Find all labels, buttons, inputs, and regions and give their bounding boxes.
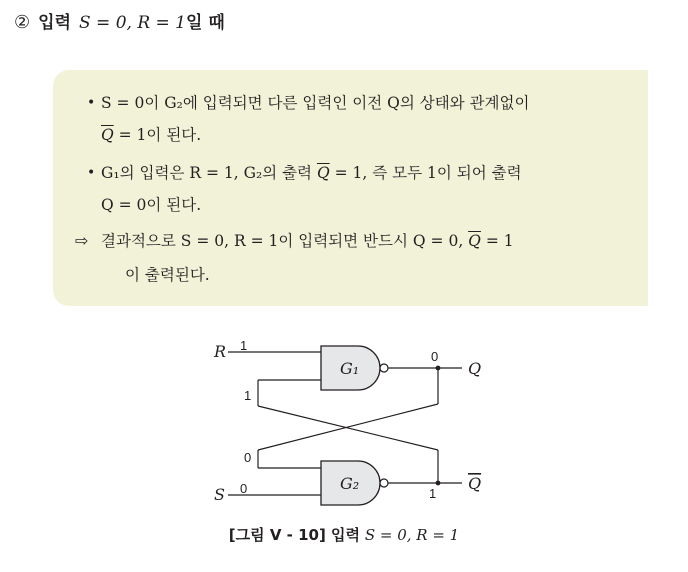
qbar-value-label: 1 — [429, 486, 437, 501]
result-text-b: = 1 — [480, 232, 514, 250]
bullet-2-text-b: = 1, 즉 모두 1이 되어 출력 — [329, 164, 522, 182]
output-q-label: Q — [468, 359, 482, 378]
bullet-2-line-1 — [87, 162, 522, 184]
explanation-box — [53, 70, 648, 306]
input-s-label: S — [214, 485, 225, 504]
result-line-1 — [75, 230, 514, 252]
gate-g2-label: G₂ — [340, 474, 360, 493]
bullet-2-line-2 — [101, 194, 201, 216]
bullet-dot: • — [87, 95, 96, 111]
section-condition: S = 0, R = 1 — [79, 13, 186, 33]
feedback-value-0: 0 — [244, 450, 252, 465]
inverter-bubble-g2 — [380, 479, 388, 487]
caption-label: [그림 Ⅴ - 10] 입력 — [228, 526, 361, 544]
junction-dot-qbar — [436, 481, 441, 486]
bullet-1-text-2: = 1이 된다. — [113, 126, 202, 144]
inverter-bubble-g1 — [380, 364, 388, 372]
bullet-2-text-2: Q = 0이 된다. — [101, 196, 202, 214]
bullet-1-line-2 — [101, 124, 201, 146]
q-value-label: 0 — [431, 349, 439, 364]
bullet-2-text-a: G₁의 입력은 R = 1, G₂의 출력 — [101, 164, 317, 182]
output-qbar-label: Q — [468, 474, 482, 493]
caption-condition: S = 0, R = 1 — [364, 526, 460, 544]
figure-caption — [0, 524, 688, 546]
junction-dot-q — [436, 366, 441, 371]
sr-latch-diagram — [200, 338, 500, 518]
qbar-symbol: $\overline{Q}$ — [316, 164, 330, 182]
feedback-value-1: 1 — [244, 388, 252, 403]
bullet-1-text: S = 0이 G₂에 입력되면 다른 입력인 이전 Q의 상태와 관계없이 — [101, 94, 530, 112]
arrow-icon: ⇨ — [75, 231, 89, 250]
section-title: 입력 — [38, 13, 71, 33]
result-text-a: 결과적으로 S = 0, R = 1이 입력되면 반드시 Q = 0, — [101, 232, 469, 250]
section-number: ② — [14, 12, 31, 33]
gate-g1-label: G₁ — [340, 359, 360, 378]
section-title-tail: 일 때 — [186, 13, 225, 33]
section-heading — [14, 10, 225, 36]
qbar-symbol: $\overline{Q}$ — [468, 232, 481, 250]
input-r-label: R — [214, 342, 227, 361]
qbar-symbol: $\overline{Q}$ — [101, 126, 114, 144]
bullet-1-line-1 — [87, 92, 530, 114]
result-text-2: 이 출력된다. — [125, 266, 210, 284]
bullet-dot: • — [87, 165, 96, 181]
result-line-2 — [125, 264, 210, 286]
r-value-label: 1 — [240, 338, 248, 353]
s-value-label: 0 — [240, 481, 248, 496]
